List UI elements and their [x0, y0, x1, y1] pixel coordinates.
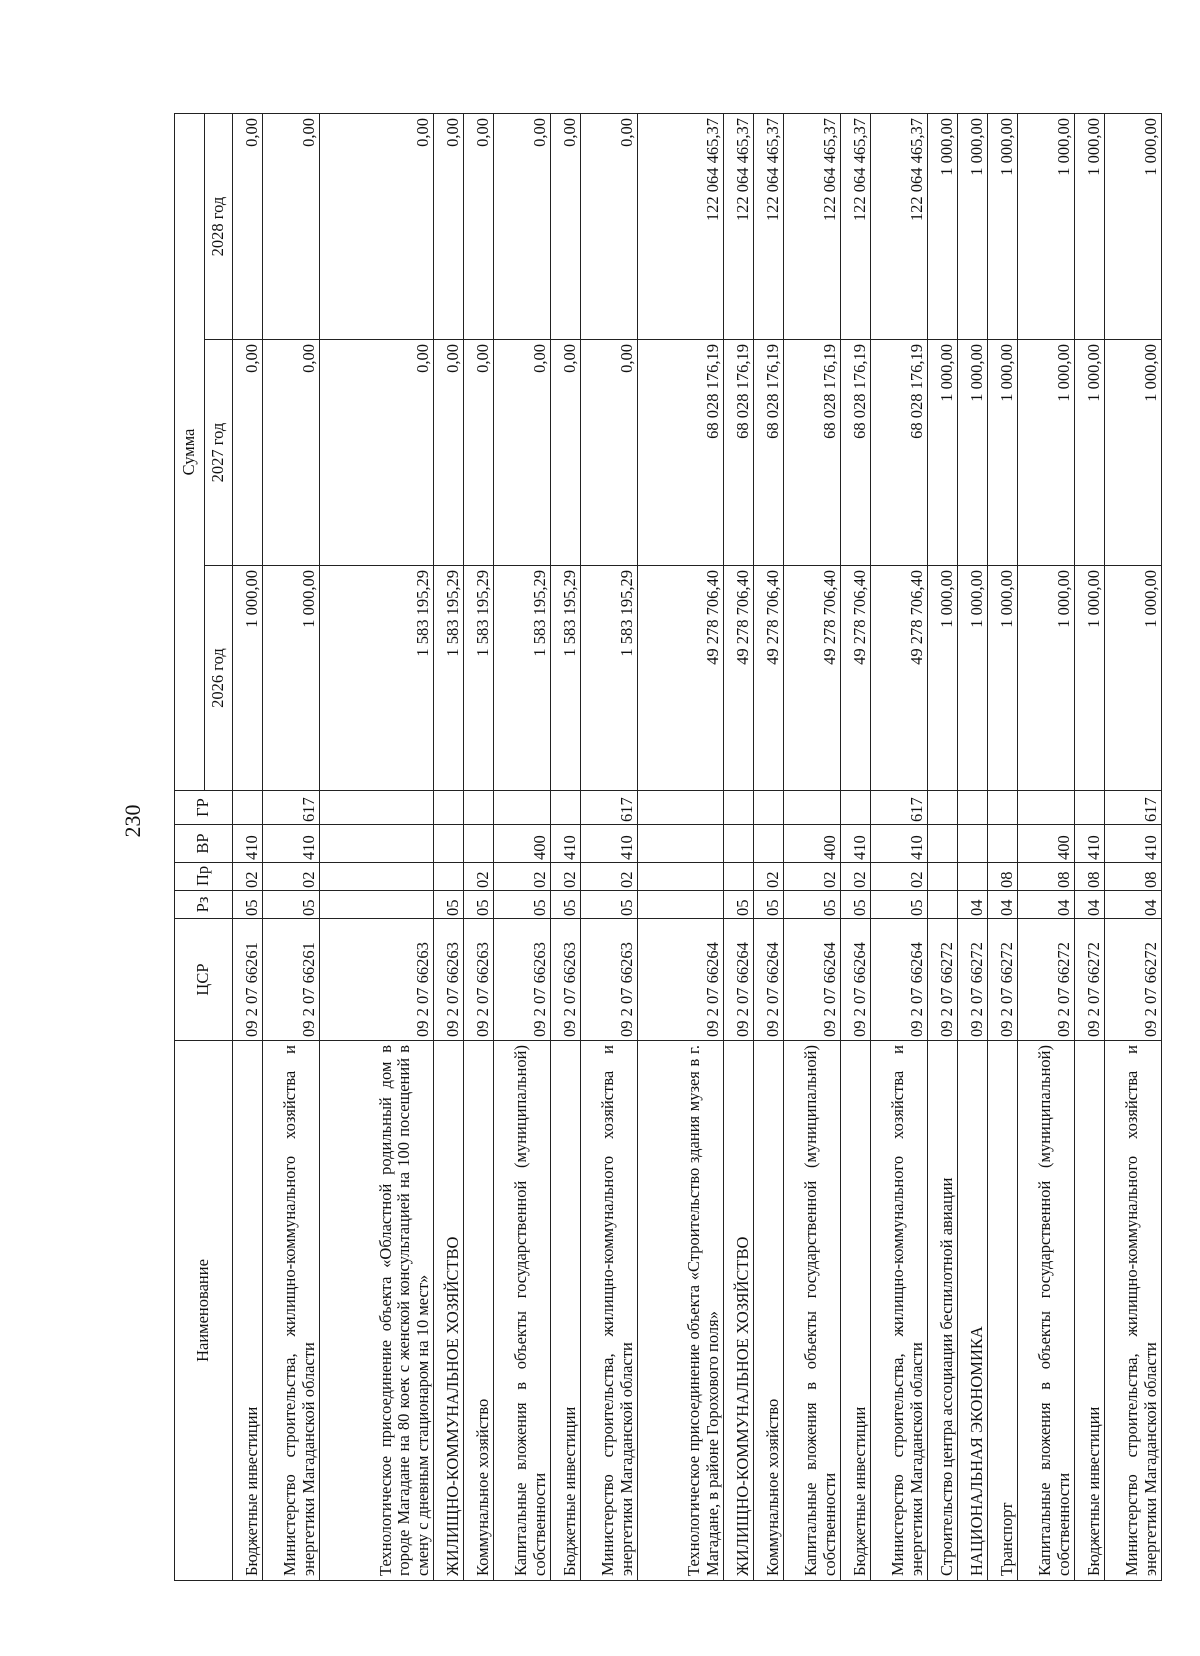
table-cell-rz: 04: [1018, 891, 1075, 919]
table-cell-sum-2026: 49 278 706,40: [638, 566, 724, 791]
table-cell-pr: 08: [1105, 863, 1162, 891]
table-cell-rz: 05: [871, 891, 928, 919]
table-cell-vr: [320, 825, 434, 863]
table-cell-csr: 09 2 07 66264: [841, 919, 871, 1041]
table-cell-name: Транспорт: [988, 1041, 1018, 1581]
table-cell-sum-2028: 122 064 465,37: [871, 114, 928, 340]
table-cell-gr: [988, 791, 1018, 825]
table-cell-sum-2028: 122 064 465,37: [638, 114, 724, 340]
table-cell-sum-2026: 49 278 706,40: [784, 566, 841, 791]
table-cell-name: Строительство центра ассоциации беспилотной авиации: [928, 1041, 958, 1581]
table-cell-gr: [754, 791, 784, 825]
table-cell-vr: [724, 825, 754, 863]
table-cell-gr: [320, 791, 434, 825]
page-number: 230: [120, 804, 145, 838]
table-cell-vr: 400: [494, 825, 551, 863]
table-row: [233, 114, 263, 1581]
table-cell-sum-2028: 0,00: [233, 114, 263, 340]
table-cell-name: Технологическое присоединение объекта «Областной родильный дом в городе Магадане на 80 коек с женской консультацией на 100 посещений в смену с дневным стационаром на 10 мест»: [320, 1041, 434, 1581]
table-cell-rz: 04: [1105, 891, 1162, 919]
table-cell-vr: 410: [551, 825, 581, 863]
table-cell-csr: 09 2 07 66263: [581, 919, 638, 1041]
table-row: [928, 114, 958, 1581]
table-cell-rz: 04: [988, 891, 1018, 919]
table-row: [724, 114, 754, 1581]
table-cell-pr: [928, 863, 958, 891]
table-cell-pr: [434, 863, 464, 891]
table-cell-pr: 02: [754, 863, 784, 891]
table-cell-csr: 09 2 07 66263: [434, 919, 464, 1041]
table-cell-sum-2027: 1 000,00: [1105, 340, 1162, 566]
header-csr: ЦСР: [175, 919, 233, 1041]
table-cell-name: Капитальные вложения в объекты государственной (муниципальной) собственности: [784, 1041, 841, 1581]
table-cell-pr: [638, 863, 724, 891]
table-cell-vr: 400: [1018, 825, 1075, 863]
table-cell-sum-2027: 0,00: [581, 340, 638, 566]
table-cell-sum-2028: 122 064 465,37: [724, 114, 754, 340]
table-cell-sum-2026: 1 583 195,29: [551, 566, 581, 791]
table-cell-sum-2027: 68 028 176,19: [638, 340, 724, 566]
table-cell-csr: 09 2 07 66272: [928, 919, 958, 1041]
table-cell-gr: [464, 791, 494, 825]
table-cell-pr: 02: [581, 863, 638, 891]
table-cell-rz: [320, 891, 434, 919]
table-cell-sum-2028: 1 000,00: [958, 114, 988, 340]
table-row: [988, 114, 1018, 1581]
table-cell-name: Бюджетные инвестиции: [841, 1041, 871, 1581]
table-cell-sum-2028: 1 000,00: [1018, 114, 1075, 340]
table-cell-sum-2026: 1 000,00: [988, 566, 1018, 791]
table-cell-pr: 02: [464, 863, 494, 891]
table-cell-sum-2026: 49 278 706,40: [754, 566, 784, 791]
table-cell-sum-2027: 68 028 176,19: [841, 340, 871, 566]
table-cell-sum-2026: 1 000,00: [263, 566, 320, 791]
table-cell-sum-2028: 1 000,00: [988, 114, 1018, 340]
table-cell-csr: 09 2 07 66263: [494, 919, 551, 1041]
table-cell-sum-2026: 1 583 195,29: [320, 566, 434, 791]
table-cell-pr: 02: [871, 863, 928, 891]
table-cell-name: Капитальные вложения в объекты государственной (муниципальной) собственности: [494, 1041, 551, 1581]
table-cell-sum-2028: 1 000,00: [1075, 114, 1105, 340]
table-row: [638, 114, 724, 1581]
table-cell-gr: 617: [871, 791, 928, 825]
table-cell-csr: 09 2 07 66261: [233, 919, 263, 1041]
table-cell-sum-2028: 0,00: [434, 114, 464, 340]
table-cell-name: Министерство строительства, жилищно-коммунального хозяйства и энергетики Магаданской области: [581, 1041, 638, 1581]
table-row: [1018, 114, 1075, 1581]
table-cell-name: ЖИЛИЩНО-КОММУНАЛЬНОЕ ХОЗЯЙСТВО: [434, 1041, 464, 1581]
table-cell-sum-2028: 122 064 465,37: [841, 114, 871, 340]
table-cell-vr: 410: [263, 825, 320, 863]
table-cell-pr: [724, 863, 754, 891]
table-cell-name: Министерство строительства, жилищно-коммунального хозяйства и энергетики Магаданской области: [871, 1041, 928, 1581]
table-cell-sum-2026: 1 583 195,29: [581, 566, 638, 791]
table-cell-rz: 05: [464, 891, 494, 919]
table-row: [784, 114, 841, 1581]
table-cell-name: Капитальные вложения в объекты государственной (муниципальной) собственности: [1018, 1041, 1075, 1581]
table-cell-gr: [958, 791, 988, 825]
table-cell-sum-2026: 1 000,00: [1075, 566, 1105, 791]
table-cell-sum-2026: 1 583 195,29: [464, 566, 494, 791]
table-cell-gr: [928, 791, 958, 825]
table-cell-sum-2027: 1 000,00: [928, 340, 958, 566]
table-row: [434, 114, 464, 1581]
table-cell-rz: 05: [233, 891, 263, 919]
table-cell-vr: 410: [841, 825, 871, 863]
table-row: [1075, 114, 1105, 1581]
table-cell-name: Бюджетные инвестиции: [233, 1041, 263, 1581]
table-cell-csr: 09 2 07 66263: [551, 919, 581, 1041]
header-pr: Пр: [175, 863, 233, 891]
table-cell-sum-2026: 1 583 195,29: [494, 566, 551, 791]
table-cell-gr: 617: [581, 791, 638, 825]
table-row: [754, 114, 784, 1581]
budget-table: [174, 113, 1162, 1581]
header-vr: ВР: [175, 825, 233, 863]
table-cell-sum-2028: 0,00: [320, 114, 434, 340]
table-cell-pr: 02: [263, 863, 320, 891]
table-cell-gr: 617: [263, 791, 320, 825]
table-cell-sum-2026: 1 000,00: [928, 566, 958, 791]
table-row: [958, 114, 988, 1581]
table-cell-vr: 410: [1075, 825, 1105, 863]
table-cell-csr: 09 2 07 66264: [638, 919, 724, 1041]
table-cell-pr: 08: [1075, 863, 1105, 891]
table-cell-gr: [494, 791, 551, 825]
table-body: [233, 114, 1162, 1581]
table-cell-vr: 410: [871, 825, 928, 863]
table-cell-gr: [233, 791, 263, 825]
table-cell-rz: 05: [784, 891, 841, 919]
table-cell-pr: [958, 863, 988, 891]
table-cell-sum-2027: 68 028 176,19: [784, 340, 841, 566]
table-cell-rz: [928, 891, 958, 919]
table-cell-csr: 09 2 07 66263: [320, 919, 434, 1041]
table-cell-rz: 05: [581, 891, 638, 919]
table-cell-pr: 02: [233, 863, 263, 891]
table-cell-rz: 05: [551, 891, 581, 919]
table-cell-name: Бюджетные инвестиции: [551, 1041, 581, 1581]
table-row: [841, 114, 871, 1581]
table-cell-name: Коммунальное хозяйство: [464, 1041, 494, 1581]
table-cell-sum-2027: 1 000,00: [1018, 340, 1075, 566]
table-cell-name: Коммунальное хозяйство: [754, 1041, 784, 1581]
table-cell-sum-2026: 1 000,00: [233, 566, 263, 791]
table-cell-gr: [841, 791, 871, 825]
table-cell-pr: 02: [784, 863, 841, 891]
header-year-2026: 2026 год: [205, 566, 233, 791]
table-cell-rz: 04: [1075, 891, 1105, 919]
table-cell-vr: 400: [784, 825, 841, 863]
table-cell-sum-2027: 1 000,00: [988, 340, 1018, 566]
table-cell-vr: [464, 825, 494, 863]
table-cell-sum-2027: 0,00: [551, 340, 581, 566]
header-sum: Сумма: [175, 114, 205, 791]
table-cell-gr: [784, 791, 841, 825]
table-cell-rz: 05: [494, 891, 551, 919]
table-cell-sum-2026: 49 278 706,40: [841, 566, 871, 791]
table-cell-rz: [638, 891, 724, 919]
table-cell-sum-2028: 122 064 465,37: [754, 114, 784, 340]
table-cell-gr: [638, 791, 724, 825]
table-cell-gr: [551, 791, 581, 825]
table-cell-sum-2026: 49 278 706,40: [871, 566, 928, 791]
table-cell-csr: 09 2 07 66261: [263, 919, 320, 1041]
table-cell-gr: [434, 791, 464, 825]
table-cell-sum-2026: 49 278 706,40: [724, 566, 754, 791]
table-cell-pr: 02: [841, 863, 871, 891]
table-cell-csr: 09 2 07 66272: [1018, 919, 1075, 1041]
table-cell-csr: 09 2 07 66264: [754, 919, 784, 1041]
table-cell-vr: 410: [1105, 825, 1162, 863]
table-cell-rz: 05: [263, 891, 320, 919]
table-cell-sum-2027: 0,00: [434, 340, 464, 566]
header-year-2027: 2027 год: [205, 340, 233, 566]
table-row: [871, 114, 928, 1581]
table-cell-sum-2026: 1 000,00: [1105, 566, 1162, 791]
table-row: [1105, 114, 1162, 1581]
table-cell-gr: [724, 791, 754, 825]
table-cell-sum-2028: 0,00: [581, 114, 638, 340]
table-cell-rz: 05: [754, 891, 784, 919]
table-cell-sum-2027: 0,00: [233, 340, 263, 566]
table-cell-pr: 08: [1018, 863, 1075, 891]
table-cell-sum-2028: 0,00: [494, 114, 551, 340]
table-cell-csr: 09 2 07 66264: [724, 919, 754, 1041]
rotated-table-wrapper: [174, 114, 1160, 1581]
table-cell-csr: 09 2 07 66264: [784, 919, 841, 1041]
table-cell-sum-2026: 1 583 195,29: [434, 566, 464, 791]
table-cell-name: Министерство строительства, жилищно-коммунального хозяйства и энергетики Магаданской области: [263, 1041, 320, 1581]
table-cell-sum-2028: 0,00: [464, 114, 494, 340]
table-cell-rz: 05: [841, 891, 871, 919]
table-cell-sum-2027: 1 000,00: [1075, 340, 1105, 566]
header-gr: ГР: [175, 791, 233, 825]
table-cell-pr: [320, 863, 434, 891]
table-cell-csr: 09 2 07 66263: [464, 919, 494, 1041]
table-cell-name: Технологическое присоединение объекта «Строительство здания музея в г. Магадане, в районе Горохового поля»: [638, 1041, 724, 1581]
table-cell-name: Бюджетные инвестиции: [1075, 1041, 1105, 1581]
table-cell-gr: [1018, 791, 1075, 825]
table-cell-vr: [988, 825, 1018, 863]
header-rz: Рз: [175, 891, 233, 919]
table-cell-csr: 09 2 07 66272: [958, 919, 988, 1041]
table-cell-name: НАЦИОНАЛЬНАЯ ЭКОНОМИКА: [958, 1041, 988, 1581]
table-cell-vr: 410: [581, 825, 638, 863]
table-cell-name: ЖИЛИЩНО-КОММУНАЛЬНОЕ ХОЗЯЙСТВО: [724, 1041, 754, 1581]
table-cell-vr: [638, 825, 724, 863]
table-cell-vr: 410: [233, 825, 263, 863]
table-row: [320, 114, 434, 1581]
table-row: [581, 114, 638, 1581]
table-cell-csr: 09 2 07 66272: [1105, 919, 1162, 1041]
table-cell-rz: 05: [434, 891, 464, 919]
table-cell-vr: [958, 825, 988, 863]
table-cell-name: Министерство строительства, жилищно-коммунального хозяйства и энергетики Магаданской области: [1105, 1041, 1162, 1581]
table-row: [494, 114, 551, 1581]
table-cell-pr: 02: [551, 863, 581, 891]
table-cell-csr: 09 2 07 66272: [988, 919, 1018, 1041]
table-cell-vr: [754, 825, 784, 863]
table-cell-csr: 09 2 07 66272: [1075, 919, 1105, 1041]
table-cell-sum-2026: 1 000,00: [958, 566, 988, 791]
table-cell-sum-2027: 1 000,00: [958, 340, 988, 566]
header-row-1: [175, 114, 205, 1581]
table-cell-sum-2028: 1 000,00: [928, 114, 958, 340]
table-cell-sum-2027: 0,00: [320, 340, 434, 566]
table-cell-rz: 05: [724, 891, 754, 919]
table-cell-sum-2027: 68 028 176,19: [871, 340, 928, 566]
header-name: Наименование: [175, 1041, 233, 1581]
table-cell-sum-2028: 122 064 465,37: [784, 114, 841, 340]
table-cell-sum-2026: 1 000,00: [1018, 566, 1075, 791]
table-cell-sum-2028: 0,00: [263, 114, 320, 340]
table-cell-csr: 09 2 07 66264: [871, 919, 928, 1041]
table-cell-vr: [928, 825, 958, 863]
table-cell-sum-2028: 1 000,00: [1105, 114, 1162, 340]
table-cell-pr: 02: [494, 863, 551, 891]
table-row: [464, 114, 494, 1581]
table-cell-sum-2028: 0,00: [551, 114, 581, 340]
table-cell-sum-2027: 0,00: [494, 340, 551, 566]
table-cell-gr: [1075, 791, 1105, 825]
table-row: [551, 114, 581, 1581]
table-cell-sum-2027: 68 028 176,19: [754, 340, 784, 566]
table-cell-gr: 617: [1105, 791, 1162, 825]
table-cell-sum-2027: 0,00: [464, 340, 494, 566]
table-cell-sum-2027: 68 028 176,19: [724, 340, 754, 566]
table-cell-pr: 08: [988, 863, 1018, 891]
header-year-2028: 2028 год: [205, 114, 233, 340]
table-row: [263, 114, 320, 1581]
table-cell-sum-2027: 0,00: [263, 340, 320, 566]
table-cell-vr: [434, 825, 464, 863]
table-cell-rz: 04: [958, 891, 988, 919]
